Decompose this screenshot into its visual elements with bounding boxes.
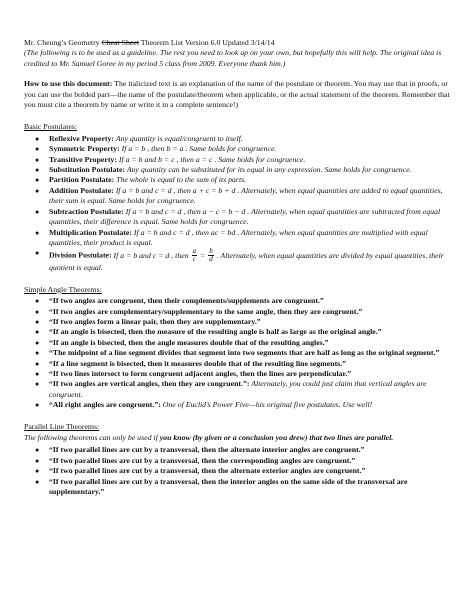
list-item — [24, 155, 454, 165]
list-item — [24, 186, 454, 207]
list-item — [24, 359, 454, 369]
list-item — [24, 466, 454, 476]
document-content — [24, 38, 454, 508]
list-item — [24, 175, 454, 185]
bullet-icon: ● — [35, 228, 40, 237]
bullet-icon: ● — [35, 155, 40, 164]
theorem-statement: “If two lines intersect to form congruent adjacent angles, then the lines are perpendicular.” — [49, 368, 352, 378]
fraction-denominator: c — [192, 255, 196, 264]
postulate-description: The whole is equal to the sum of its parts. — [114, 175, 247, 185]
bullet-icon: ● — [35, 176, 40, 185]
theorem-statement: “If two angles are congruent, then their complements/supplements are congruent.” — [49, 296, 324, 306]
theorem-statement: “If a line segment is bisected, then it measures double that of the resulting line segments.” — [49, 358, 347, 368]
postulate-name: Reflexive Property: — [49, 133, 115, 143]
title-start: Mr. Cheung’s Geometry — [24, 38, 102, 47]
document-title — [24, 38, 454, 48]
bullet-icon: ● — [35, 401, 40, 410]
simple-angle-heading: Simple Angle Theorems: — [24, 284, 102, 294]
fraction-a-over-c — [192, 248, 198, 263]
bullet-icon: ● — [35, 207, 40, 216]
title-struck-words: Cheat Sheet — [101, 38, 139, 47]
bullet-icon: ● — [35, 134, 40, 143]
basic-postulates-heading: Basic Postulates: — [24, 122, 78, 132]
postulate-name: Symmetric Property: — [49, 144, 120, 154]
theorem-statement: “If two angles are vertical angles, then they are congruent.”: — [49, 379, 250, 389]
bullet-icon: ● — [35, 477, 40, 486]
parallel-lines-list — [24, 445, 454, 497]
postulate-description: If a = b and c = d , then a − c = b − d . Alternately, when equal quantities are subtracted from equal quantities, their difference is equal. Same holds for congruence. — [49, 206, 441, 227]
fraction-b-over-d — [208, 248, 214, 263]
division-text-start: If a = b and c = d , then — [111, 250, 191, 260]
list-item — [24, 165, 454, 175]
bullet-icon: ● — [35, 338, 40, 347]
theorem-statement: “The midpoint of a line segment divides that segment into two segments that are half as long as the original segment.” — [49, 348, 440, 358]
bullet-icon: ● — [35, 467, 40, 476]
list-item — [24, 228, 454, 249]
theorem-statement: “If two angles are complementary/supplementary to the same angle, then they are congruent.” — [49, 306, 363, 316]
list-item — [24, 369, 454, 379]
list-item — [24, 456, 454, 466]
parallel-lines-intro — [24, 433, 454, 443]
parallel-intro-text: The following theorems can only be used if — [24, 433, 160, 442]
bullet-icon: ● — [35, 145, 40, 154]
how-to-paragraph — [24, 79, 454, 110]
theorem-statement: “All right angles are congruent.”: — [49, 400, 161, 410]
theorem-statement: “If an angle is bisected, then the measure of the resulting angle is half as large as the original angle.” — [49, 327, 382, 337]
list-item — [24, 296, 454, 306]
fraction-numerator: a — [192, 247, 197, 256]
postulate-description: Any quantity is equal/congruent to itself. — [114, 133, 243, 143]
list-item — [24, 327, 454, 337]
theorem-statement: “If two parallel lines are cut by a transversal, then the corresponding angles are congruent.” — [49, 455, 356, 465]
postulate-name: Subtraction Postulate: — [49, 206, 124, 216]
equals-sign: = — [198, 250, 208, 260]
list-item — [24, 400, 454, 410]
how-to-label: How to use this document: — [24, 79, 113, 89]
list-item — [24, 134, 454, 144]
fraction-denominator: d — [209, 255, 213, 264]
list-item — [24, 477, 454, 498]
list-item — [24, 248, 454, 273]
theorem-statement: “If two parallel lines are cut by a transversal, then the alternate exterior angles are congruent.” — [49, 466, 366, 476]
title-end: Theorem List Version 6.0 Updated 3/14/14 — [139, 38, 275, 47]
postulate-description: If a = b and c = d , then a + c = b + d . Alternately, when equal quantities are added to equal quantities, their sum is equal. Same holds for congruence. — [49, 185, 443, 206]
bullet-icon: ● — [35, 328, 40, 337]
bullet-icon: ● — [35, 249, 40, 258]
postulate-description: If a = b and b = c , then a = c . Same holds for congruence. — [116, 154, 306, 164]
theorem-statement: “If two parallel lines are cut by a transversal, then the alternate interior angles are congruent.” — [49, 445, 365, 455]
bullet-icon: ● — [35, 369, 40, 378]
postulate-description: If a = b and c = d , then ac = bd . Alternately, when equal quantities are multiplied with equal quantities, their product is equal. — [49, 227, 428, 247]
theorem-statement: “If two parallel lines are cut by a transversal, then the interior angles on the same side of the transversal are supplementary.” — [49, 476, 408, 497]
postulate-description: Any quantity can be substituted for its equal in any expression. Same holds for congruence. — [125, 165, 412, 175]
list-item — [24, 338, 454, 348]
postulate-name: Multiplication Postulate: — [49, 227, 132, 237]
postulate-name: Division Postulate: — [49, 250, 112, 260]
intro-note: (The following is to be used as a guideline. The rest you need to look up on your own, but hopefully this will help. The original idea is credited to Mr. Samuel Goree in my period 5 class from 2009. Everyone thank him.) — [24, 48, 442, 68]
bullet-icon: ● — [35, 359, 40, 368]
bullet-icon: ● — [35, 446, 40, 455]
bullet-icon: ● — [35, 349, 40, 358]
bullet-icon: ● — [35, 166, 40, 175]
theorem-statement: “If two angles form a linear pair, then they are supplementary.” — [49, 316, 261, 326]
list-item — [24, 317, 454, 327]
postulate-name: Addition Postulate: — [49, 185, 114, 195]
list-item — [24, 348, 454, 358]
bullet-icon: ● — [35, 317, 40, 326]
theorem-statement: “If an angle is bisected, then the angle measures double that of the resulting angles.” — [49, 337, 329, 347]
postulate-name: Substitution Postulate: — [49, 165, 126, 175]
list-item — [24, 307, 454, 317]
division-text-end: . Alternately, when equal quantities are divided by equal quantities, their quotient is equal. — [49, 250, 444, 273]
bullet-icon: ● — [35, 380, 40, 389]
bullet-icon: ● — [35, 307, 40, 316]
postulate-description: If a = b , then b = a . Same holds for congruence. — [119, 144, 277, 154]
bullet-icon: ● — [35, 186, 40, 195]
theorem-note: One of Euclid’s Power Five—his original five postulates. Use well! — [160, 400, 373, 410]
how-to-text: The italicized text is an explanation of the name of the postulate or theorem. You may use that in proofs, or you can use the bolded part—the name of the postulate/theorem when applicable, or the actual statement of the theorem. Remember that you must cite a theorem by name or write it in a complete sentence!) — [24, 79, 450, 110]
parallel-lines-heading: Parallel Line Theorems: — [24, 421, 100, 431]
list-item — [24, 445, 454, 455]
parallel-intro-condition: you know (by given or a conclusion you drew) that two lines are parallel. — [159, 433, 394, 442]
list-item — [24, 144, 454, 154]
theorem-note: Alternately, you could just claim that vertical angles are congruent. — [49, 379, 427, 399]
postulate-name: Transitive Property: — [49, 154, 117, 164]
list-item — [24, 379, 454, 400]
basic-postulates-list — [24, 134, 454, 274]
list-item — [24, 207, 454, 228]
fraction-numerator: b — [209, 247, 213, 256]
simple-angle-list — [24, 296, 454, 410]
postulate-name: Partition Postulate: — [49, 175, 115, 185]
bullet-icon: ● — [35, 297, 40, 306]
bullet-icon: ● — [35, 456, 40, 465]
